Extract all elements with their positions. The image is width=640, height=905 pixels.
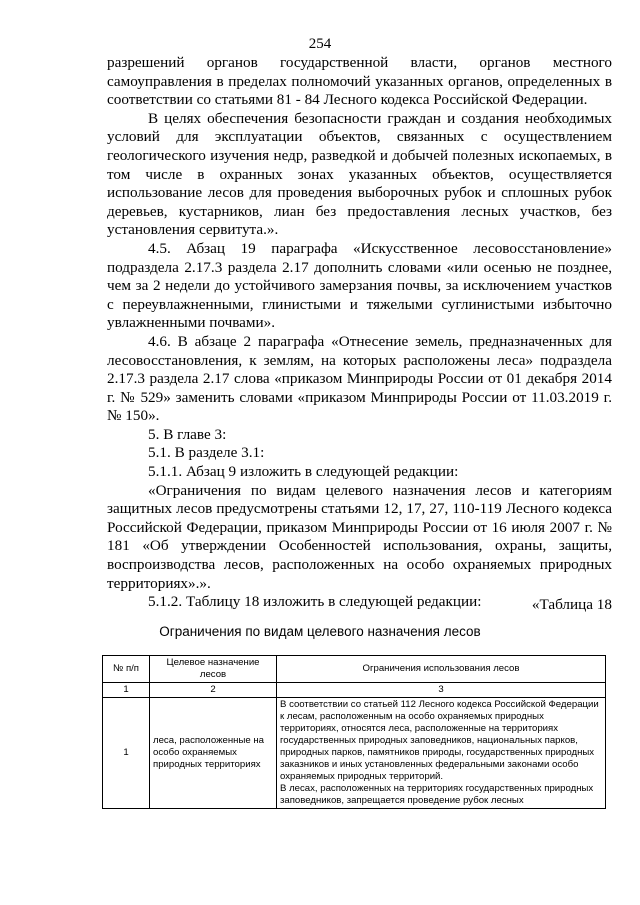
column-header: № п/п [103,656,150,683]
paragraph: В целях обеспечения безопасности граждан и создания необходимых условий для эксплуатации объектов, связанных с осуществлением геологического изучения недр, разведкой и добычей полезных ископаемых, в том числе в охранных зонах указанных объектов, осуществляется использование лесов для проведения выборочных рубок и сплошных рубок деревьев, кустарников, лиан без предоставления лесных участков, без установления сервитута.». [107,109,612,239]
column-number: 1 [103,683,150,698]
restrictions-text: В лесах, расположенных на территориях государственных природных заповедников, запрещается проведение рубок лесных [280,783,594,806]
document-body [107,54,612,612]
paragraph: 5. В главе 3: [148,425,227,443]
row-number: 1 [103,698,150,809]
column-number: 3 [277,683,606,698]
paragraph: 5.1.2. Таблицу 18 изложить в следующей редакции: [148,593,482,611]
table-numbering-row [103,683,606,698]
paragraph: 5.1.1. Абзац 9 изложить в следующей редакции: [148,463,459,481]
paragraph: «Ограничения по видам целевого назначения лесов и категориям защитных лесов предусмотрены статьями 12, 17, 27, 110-119 Лесного кодекса Российской Федерации, приказом Минприроды России от 16 июля 2007 г. № 181 «Об утверждении Особенностей использования, охраны, защиты, воспроизводства лесов, расположенных на особо охраняемых природных территориях».». [107,481,612,592]
table-row [103,698,606,809]
paragraph: 4.6. В абзаце 2 параграфа «Отнесение земель, предназначенных для лесовосстановления, к землям, на которых расположены леса» подраздела 2.17.3 раздела 2.17 слова «приказом Минприроды России от 01 декабря 2014 г. № 529» заменить словами «приказом Минприроды России от 11.03.2019 г. № 150». [107,332,612,425]
paragraph: разрешений органов государственной власти, органов местного самоуправления в пределах полномочий указанных органов, определенных в соответствии со статьями 81 - 84 Лесного кодекса Российской Федерации. [107,54,612,109]
column-number: 2 [150,683,277,698]
paragraph: 5.1. В разделе 3.1: [148,444,265,462]
table-title: Ограничения по видам целевого назначения лесов [159,624,481,639]
table-caption: «Таблица 18 [531,596,612,613]
table-header-row [103,656,606,683]
restrictions-table [102,655,606,809]
page-number: 254 [308,36,332,52]
paragraph: 4.5. Абзац 19 параграфа «Искусственное лесовосстановление» подраздела 2.17.3 раздела 2.17 дополнить словами «или осенью не позднее, чем за 2 недели до устойчивого замерзания почвы, за исключением участков с переувлажненными, глинистыми и тяжелыми суглинистыми избыточно увлажненными почвами». [107,239,612,332]
row-restrictions [277,698,606,809]
restrictions-text: В соответствии со статьей 112 Лесного кодекса Российской Федерации к лесам, расположенным на особо охраняемых природных территориях, относятся леса, расположенные на территориях государственных природных заповедников, национальных парков, природных парков, памятников природы, государственных природных заказников и иных установленных федеральными законами особо охраняемых природных территорий. [280,699,599,782]
row-purpose: леса, расположенные на особо охраняемых природных территориях [150,698,277,809]
column-header: Ограничения использования лесов [277,656,606,683]
column-header: Целевое назначение лесов [150,656,277,683]
